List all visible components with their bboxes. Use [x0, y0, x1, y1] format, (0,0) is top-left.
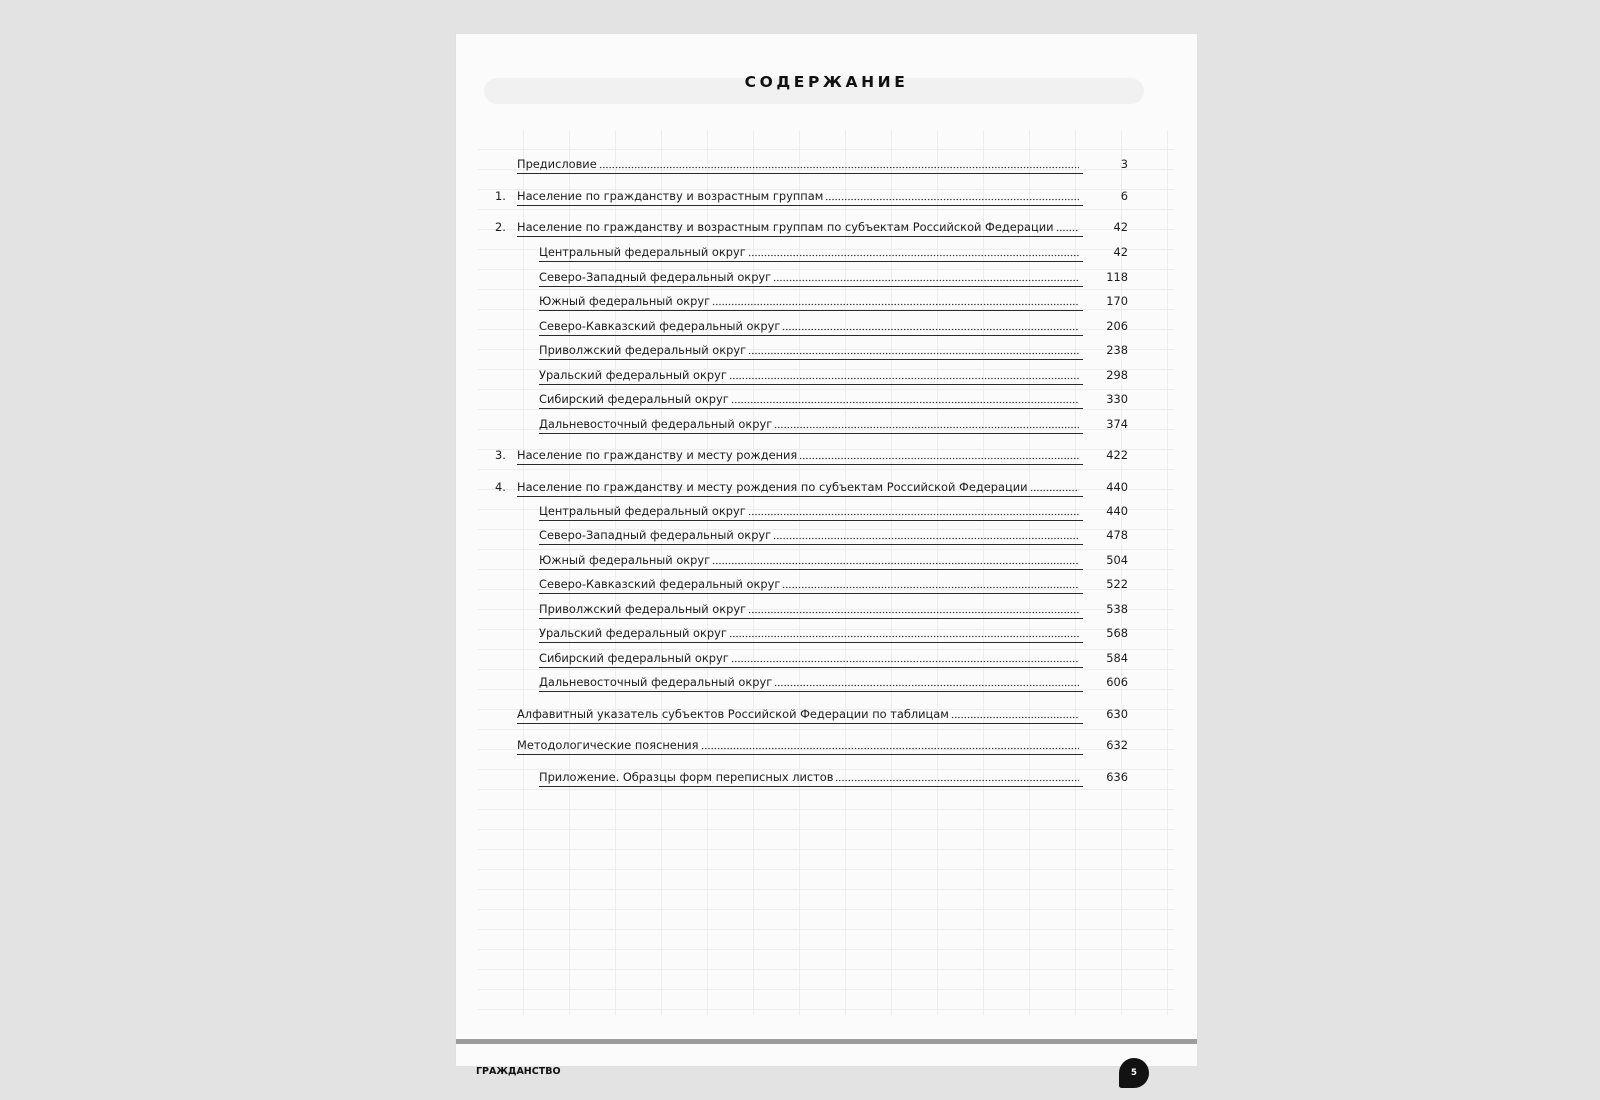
- footer-section-label: ГРАЖДАНСТВО: [476, 1066, 561, 1077]
- dot-leader: [748, 513, 1079, 516]
- toc-entry[interactable]: [517, 706, 1128, 722]
- toc-entry-label: Приложение. Образцы форм переписных листов: [539, 770, 834, 784]
- toc-entry-label: Сибирский федеральный округ: [539, 392, 729, 406]
- toc-entry[interactable]: [539, 674, 1128, 690]
- entry-underline: [517, 464, 1083, 465]
- toc-entry[interactable]: [539, 244, 1128, 260]
- toc-entry-page: 568: [1106, 626, 1128, 640]
- toc-entry-label: Предисловие: [517, 157, 597, 171]
- entry-underline: [539, 520, 1083, 521]
- toc-entry-page: 478: [1106, 528, 1128, 542]
- toc-entry[interactable]: [539, 576, 1128, 592]
- entry-underline: [517, 723, 1083, 724]
- toc-entry-label: Дальневосточный федеральный округ: [539, 417, 773, 431]
- toc-entry-label: Центральный федеральный округ: [539, 504, 746, 518]
- toc-entry[interactable]: [539, 342, 1128, 358]
- toc-entry-page: 6: [1120, 189, 1128, 203]
- entry-underline: [517, 205, 1083, 206]
- toc-entry-page: 440: [1106, 504, 1128, 518]
- toc-entry-page: 330: [1106, 392, 1128, 406]
- dot-leader: [782, 586, 1079, 589]
- toc-entry-label: Южный федеральный округ: [539, 553, 711, 567]
- toc-entry-number: 4.: [495, 480, 506, 494]
- toc-entry[interactable]: [495, 219, 1128, 235]
- dot-leader: [799, 457, 1079, 460]
- toc-entry-label: Северо-Кавказский федеральный округ: [539, 577, 781, 591]
- toc-entry-page: 630: [1106, 707, 1128, 721]
- dot-leader: [729, 377, 1079, 380]
- toc-entry-page: 504: [1106, 553, 1128, 567]
- toc-entry-label: Северо-Западный федеральный округ: [539, 528, 772, 542]
- dot-leader: [951, 716, 1079, 719]
- toc-entry[interactable]: [539, 269, 1128, 285]
- toc-entry[interactable]: [539, 552, 1128, 568]
- toc-entry-page: 170: [1106, 294, 1128, 308]
- toc-entry[interactable]: [539, 367, 1128, 383]
- toc-entry[interactable]: [495, 188, 1128, 204]
- toc-entry-page: 238: [1106, 343, 1128, 357]
- toc-entry[interactable]: [539, 601, 1128, 617]
- toc-entry-label: Южный федеральный округ: [539, 294, 711, 308]
- toc-entry-label: Уральский федеральный округ: [539, 368, 727, 382]
- entry-underline: [539, 408, 1083, 409]
- toc-entry-label: Приволжский федеральный округ: [539, 602, 747, 616]
- toc-entry-number: 1.: [495, 189, 506, 203]
- toc-entry-page: 632: [1106, 738, 1128, 752]
- entry-underline: [539, 618, 1083, 619]
- toc-entry-label: Северо-Западный федеральный округ: [539, 270, 772, 284]
- toc-entry[interactable]: [539, 527, 1128, 543]
- entry-underline: [539, 691, 1083, 692]
- dot-leader: [731, 660, 1079, 663]
- dot-leader: [748, 352, 1079, 355]
- toc-entry[interactable]: [539, 391, 1128, 407]
- entry-underline: [539, 569, 1083, 570]
- toc-entry-label: Население по гражданству и месту рождения по субъектам Российской Федерации: [517, 480, 1028, 494]
- dot-leader: [1030, 489, 1079, 492]
- toc-entry-page: 374: [1106, 417, 1128, 431]
- page-title: СОДЕРЖАНИЕ: [744, 73, 909, 91]
- toc-entry-number: 3.: [495, 448, 506, 462]
- dot-leader: [748, 254, 1079, 257]
- entry-underline: [539, 310, 1083, 311]
- toc-entry-page: 422: [1106, 448, 1128, 462]
- toc-entry-page: 298: [1106, 368, 1128, 382]
- toc-entry[interactable]: [539, 293, 1128, 309]
- toc-entry-page: 606: [1106, 675, 1128, 689]
- toc-entry[interactable]: [539, 416, 1128, 432]
- entry-underline: [539, 642, 1083, 643]
- toc-entry-label: Северо-Кавказский федеральный округ: [539, 319, 781, 333]
- dot-leader: [774, 426, 1079, 429]
- page-number-badge: 5: [1119, 1058, 1149, 1088]
- dot-leader: [825, 198, 1079, 201]
- dot-leader: [774, 684, 1079, 687]
- entry-underline: [517, 496, 1083, 497]
- toc-entry-page: 206: [1106, 319, 1128, 333]
- toc-entry-label: Алфавитный указатель субъектов Российской Федерации по таблицам: [517, 707, 949, 721]
- dot-leader: [782, 328, 1079, 331]
- toc-entry-page: 118: [1106, 270, 1128, 284]
- toc-entry-page: 636: [1106, 770, 1128, 784]
- entry-underline: [539, 786, 1083, 787]
- entry-underline: [517, 173, 1083, 174]
- toc-entry[interactable]: [539, 625, 1128, 641]
- entry-underline: [517, 754, 1083, 755]
- toc-entry-label: Население по гражданству и месту рождения: [517, 448, 798, 462]
- toc-entry[interactable]: [517, 737, 1128, 753]
- toc-entry[interactable]: [539, 318, 1128, 334]
- toc-entry-label: Приволжский федеральный округ: [539, 343, 747, 357]
- entry-underline: [539, 433, 1083, 434]
- toc-entry-page: 3: [1120, 157, 1128, 171]
- dot-leader: [701, 747, 1079, 750]
- dot-leader: [729, 635, 1079, 638]
- entry-underline: [539, 384, 1083, 385]
- entry-underline: [517, 236, 1083, 237]
- dot-leader: [835, 779, 1079, 782]
- dot-leader: [748, 611, 1079, 614]
- entry-underline: [539, 359, 1083, 360]
- entry-underline: [539, 593, 1083, 594]
- entry-underline: [539, 667, 1083, 668]
- entry-underline: [539, 335, 1083, 336]
- toc-entry-label: Центральный федеральный округ: [539, 245, 746, 259]
- document-page: [456, 34, 1197, 1078]
- toc-entry-page: 440: [1106, 480, 1128, 494]
- toc-entry-page: 584: [1106, 651, 1128, 665]
- toc-entry[interactable]: [495, 479, 1128, 495]
- toc-entry-label: Методологические пояснения: [517, 738, 699, 752]
- dot-leader: [712, 562, 1079, 565]
- toc-entry[interactable]: [495, 447, 1128, 463]
- toc-entry[interactable]: [539, 503, 1128, 519]
- toc-entry-page: 42: [1113, 245, 1128, 259]
- toc-entry-label: Дальневосточный федеральный округ: [539, 675, 773, 689]
- toc-entry-label: Население по гражданству и возрастным группам: [517, 189, 824, 203]
- toc-entry[interactable]: [539, 769, 1128, 785]
- table-of-contents: [456, 34, 1197, 1066]
- dot-leader: [773, 537, 1079, 540]
- dot-leader: [599, 166, 1079, 169]
- entry-underline: [539, 261, 1083, 262]
- toc-entry-label: Население по гражданству и возрастным группам по субъектам Российской Федерации: [517, 220, 1054, 234]
- dot-leader: [731, 401, 1079, 404]
- toc-entry[interactable]: [517, 156, 1128, 172]
- toc-entry-label: Уральский федеральный округ: [539, 626, 727, 640]
- entry-underline: [539, 544, 1083, 545]
- toc-entry[interactable]: [539, 650, 1128, 666]
- footer-divider: [456, 1039, 1197, 1044]
- dot-leader: [773, 279, 1079, 282]
- toc-entry-number: 2.: [495, 220, 506, 234]
- toc-entry-page: 538: [1106, 602, 1128, 616]
- dot-leader: [1056, 229, 1079, 232]
- toc-entry-label: Сибирский федеральный округ: [539, 651, 729, 665]
- toc-entry-page: 522: [1106, 577, 1128, 591]
- toc-entry-page: 42: [1113, 220, 1128, 234]
- entry-underline: [539, 286, 1083, 287]
- dot-leader: [712, 303, 1079, 306]
